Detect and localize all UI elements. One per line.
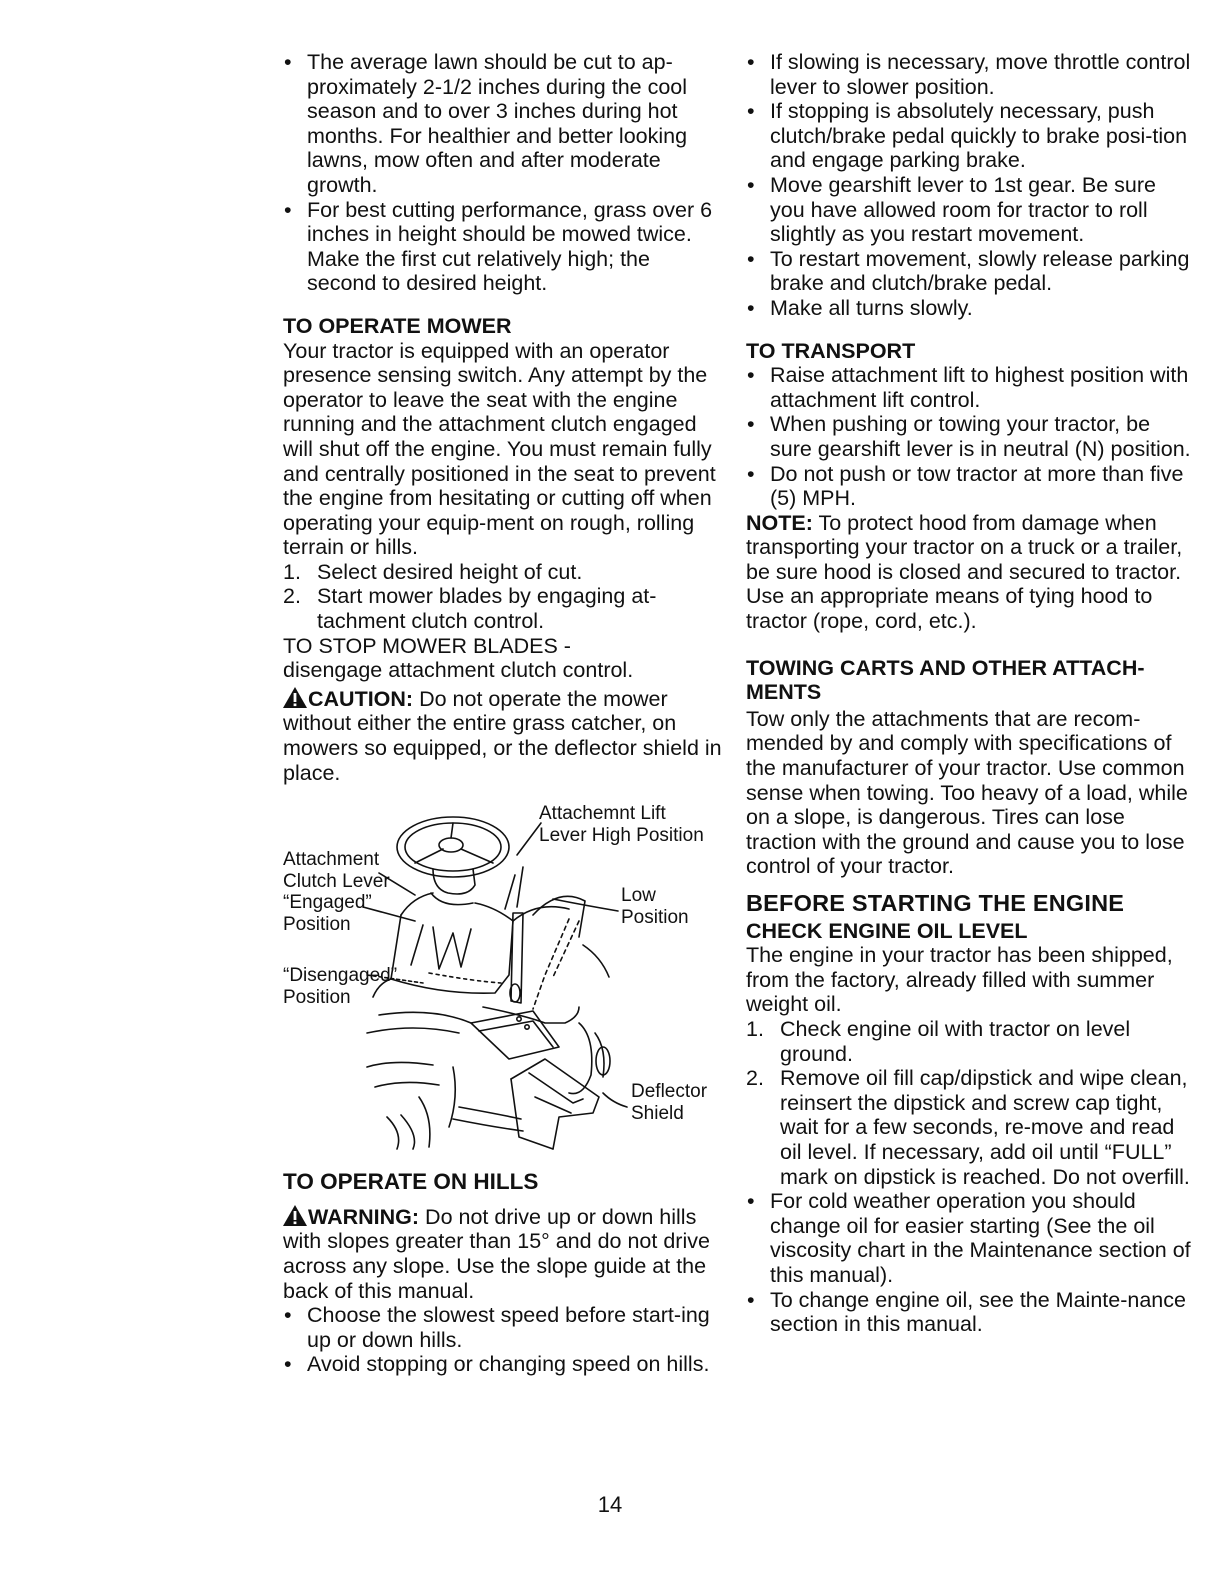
alert-triangle-icon [283,1205,307,1226]
operate-mower-heading: TO OPERATE MOWER [283,313,512,338]
label-line: Low [621,885,656,907]
hills-list [283,1303,723,1377]
list-item: • When pushing or towing your tractor, be sure gearshift lever is in neutral (N) position. [746,412,1196,461]
list-item: • Move gearshift lever to 1st gear. Be sure you have allowed room for tractor to roll slightly as you restart movement. [746,173,1196,247]
warning-label: WARNING: [308,1204,420,1229]
page-number: 14 [597,1492,623,1517]
list-item [746,1066,1196,1189]
note-text: To protect hood from damage when transporting your tractor on a truck or a trailer, be sure hood is closed and secured to tractor. Use an appropriate means of tying hood to tractor (rope, cord, etc.). [746,510,1183,634]
list-item: • Do not push or tow tractor at more than five (5) MPH. [746,462,1196,511]
list-item [283,584,723,633]
list-item: • If slowing is necessary, move throttle control lever to slower position. [746,50,1196,99]
label-line: Position [283,986,351,1008]
towing-heading: TOWING CARTS AND OTHER ATTACH-MENTS [746,655,1145,705]
step-number: 1. [746,1016,764,1041]
clutch-engaged-label [283,849,390,935]
step-number: 2. [746,1066,764,1091]
transport-list [746,363,1196,511]
list-item: • Avoid stopping or changing speed on hills. [283,1352,723,1377]
list-item: • The average lawn should be cut to ap-proximately 2-1/2 inches during the cool season and to over 3 inches during hot months. For healthier and better looking lawns, mow often and after moderate growth. [283,50,723,198]
warning-text: Do not drive up or down hills with slopes greater than 15° and do not drive across any slope. Use the slope guide at the back of this manual. [283,1204,710,1303]
step-number: 1. [283,559,301,584]
list-item: • To restart movement, slowly release parking brake and clutch/brake pedal. [746,247,1196,296]
label-line: Position [283,913,351,935]
label-line: Clutch Lever [283,870,390,892]
right-column [746,50,1196,1337]
list-item: • Make all turns slowly. [746,296,1196,321]
label-line: Position [621,906,689,928]
label-line: “Engaged” [283,892,372,914]
caution-label: CAUTION: [308,686,414,711]
transport-heading: TO TRANSPORT [746,338,916,363]
stop-blades-text: disengage attachment clutch control. [283,658,634,683]
towing-body: Tow only the attachments that are recom-mended by and comply with specifications of the manufacturer of your tractor. Use common sense when towing. Too heavy of a load, while on a slope, is dangerous. Tires can lose traction with the ground and cause you to lose control of your tractor. [746,706,1188,879]
mower-steps-list [283,560,723,634]
list-item: • If stopping is absolutely necessary, push clutch/brake pedal quickly to brake posi-tion and engage parking brake. [746,99,1196,173]
label-line: Attachment [283,849,380,871]
lift-lever-high-label [539,803,704,846]
step-text: Start mower blades by engaging at-tachment clutch control. [317,584,657,634]
deflector-shield-label [631,1081,707,1124]
mower-controls-figure [283,797,723,1152]
list-item: • To change engine oil, see the Mainte-nance section in this manual. [746,1288,1196,1337]
check-oil-body: The engine in your tractor has been shipped, from the factory, already filled with summer weight oil. [746,943,1173,1017]
step-text: Check engine oil with tractor on level ground. [780,1016,1131,1066]
list-item [746,1017,1196,1066]
low-position-label [621,885,689,928]
list-item [283,560,723,585]
before-starting-heading: BEFORE STARTING THE ENGINE [746,890,1125,916]
operate-mower-body: Your tractor is equipped with an operator presence sensing switch. Any attempt by the operator to leave the seat with the engine running and the attachment clutch engaged will shut off the engine. You must remain fully and centrally positioned in the seat to prevent the engine from hesitating or cutting off when operating your equip-ment on rough, rolling terrain or hills. [283,338,716,560]
label-line: “Disengaged” [283,965,398,987]
hill-driving-list [746,50,1196,321]
list-item: • For cold weather operation you should change oil for easier starting (See the oil viscosity chart in the Maintenance section of this manual). [746,1189,1196,1287]
check-oil-heading: CHECK ENGINE OIL LEVEL [746,918,1028,943]
note-label: NOTE: [746,510,813,535]
label-line: Deflector [631,1081,708,1103]
oil-steps-list [746,1017,1196,1189]
stop-blades-title: TO STOP MOWER BLADES - [283,633,571,658]
left-column [283,50,723,1377]
alert-triangle-icon [283,687,307,708]
caution-text: Do not operate the mower without either the entire grass catcher, on mowers so equipped, or the deflector shield in place. [283,686,722,785]
label-line: Shield [631,1102,684,1124]
step-number: 2. [283,584,301,609]
disengaged-position-label [283,965,397,1008]
list-item: • For best cutting performance, grass over 6 inches in height should be mowed twice. Make the first cut relatively high; the second to desired height. [283,198,723,296]
oil-tips-list [746,1189,1196,1337]
list-item: • Raise attachment lift to highest position with attachment lift control. [746,363,1196,412]
list-item: • Choose the slowest speed before start-ing up or down hills. [283,1303,723,1352]
warning-paragraph [283,1205,723,1303]
label-line: Attachemnt Lift [539,803,666,825]
lawn-tips-list [283,50,723,296]
label-line: Lever High Position [539,824,704,846]
step-text: Remove oil fill cap/dipstick and wipe clean, reinsert the dipstick and screw cap tight, wait for a few seconds, re-move and read oil level. If necessary, add oil until “FULL” mark on dipstick is reached. Do not overfill. [780,1066,1190,1189]
note-paragraph [746,511,1196,634]
step-text: Select desired height of cut. [317,559,583,584]
caution-paragraph [283,687,723,785]
operate-hills-heading: TO OPERATE ON HILLS [283,1169,539,1195]
